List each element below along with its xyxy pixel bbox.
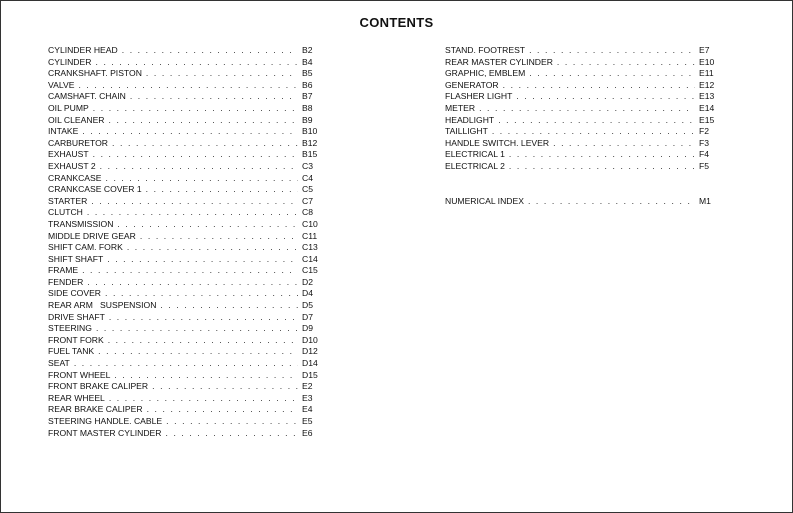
dot-leader: [91, 196, 298, 208]
dot-leader: [78, 80, 298, 92]
dot-leader: [109, 115, 298, 127]
dot-leader: [146, 184, 298, 196]
dot-leader: [108, 335, 298, 347]
dot-leader: [140, 231, 298, 243]
dot-leader: [82, 126, 298, 138]
toc-entry-label: CYLINDER: [48, 56, 92, 67]
toc-entry-page: C14: [302, 253, 318, 264]
toc-entry-label: FRONT BRAKE CALIPER: [48, 381, 149, 392]
toc-entry-label: MIDDLE DRIVE GEAR: [48, 230, 136, 241]
toc-entry-page: E4: [302, 404, 313, 415]
toc-entry[interactable]: [48, 323, 328, 335]
toc-entry-label: OIL CLEANER: [48, 114, 105, 125]
dot-leader: [130, 91, 298, 103]
toc-entry-page: M1: [699, 195, 711, 206]
toc-entry[interactable]: [48, 161, 328, 173]
toc-entry-page: C13: [302, 242, 318, 253]
dot-leader: [557, 57, 695, 69]
toc-entry[interactable]: [48, 265, 328, 277]
toc-entry-label: CRANKSHAFT. PISTON: [48, 68, 142, 79]
toc-entry-page: F4: [699, 149, 710, 160]
toc-entry-page: B12: [302, 137, 318, 148]
toc-entry-label: CARBURETOR: [48, 137, 109, 148]
toc-entry-label: REAR ARM SUSPENSION: [48, 300, 157, 311]
dot-leader: [87, 277, 298, 289]
contents-column-right: [445, 45, 725, 207]
dot-leader: [114, 370, 298, 382]
toc-entry[interactable]: [48, 358, 328, 370]
dot-leader: [93, 103, 298, 115]
toc-entry[interactable]: [445, 149, 725, 161]
dot-leader: [82, 265, 298, 277]
toc-entry[interactable]: [445, 115, 725, 127]
dot-leader: [107, 254, 298, 266]
toc-entry-page: D2: [302, 276, 313, 287]
toc-entry[interactable]: [48, 57, 328, 69]
toc-entry-label: EXHAUST: [48, 149, 89, 160]
toc-entry-page: B15: [302, 149, 318, 160]
toc-entry[interactable]: [445, 103, 725, 115]
toc-entry[interactable]: [48, 126, 328, 138]
toc-entry-page: C11: [302, 230, 318, 241]
dot-leader: [98, 346, 298, 358]
toc-entry-label: GENERATOR: [445, 79, 499, 90]
toc-entry-label: CYLINDER HEAD: [48, 45, 118, 55]
toc-entry[interactable]: [445, 45, 725, 57]
toc-entry[interactable]: [48, 370, 328, 382]
toc-entry-page: C7: [302, 195, 313, 206]
dot-leader: [160, 300, 298, 312]
toc-entry-page: D9: [302, 323, 313, 334]
toc-entry-page: B7: [302, 91, 313, 102]
toc-entry-page: B2: [302, 45, 313, 55]
dot-leader: [166, 416, 298, 428]
toc-entry[interactable]: [48, 219, 328, 231]
toc-entry[interactable]: [48, 231, 328, 243]
dot-leader: [109, 312, 298, 324]
toc-entry[interactable]: [48, 300, 328, 312]
dot-leader: [146, 68, 298, 80]
toc-entry-page: D12: [302, 346, 318, 357]
toc-entry-page: F2: [699, 126, 710, 137]
toc-entry-page: E6: [302, 427, 313, 438]
toc-entry[interactable]: [48, 138, 328, 150]
dot-leader: [100, 161, 298, 173]
toc-entry-page: E10: [699, 56, 715, 67]
toc-entry-page: C4: [302, 172, 313, 183]
toc-entry-label: SHIFT CAM. FORK: [48, 242, 123, 253]
toc-entry-label: FENDER: [48, 276, 84, 287]
dot-leader: [528, 196, 695, 208]
dot-leader: [105, 173, 298, 185]
toc-entry-label: CRANKCASE: [48, 172, 102, 183]
dot-leader: [553, 138, 695, 150]
toc-entry[interactable]: [48, 393, 328, 405]
toc-entry-label: STEERING: [48, 323, 92, 334]
toc-entry[interactable]: [48, 404, 328, 416]
toc-entry[interactable]: [48, 173, 328, 185]
toc-entry-page: D4: [302, 288, 313, 299]
toc-entry-label: TAILLIGHT: [445, 126, 488, 137]
toc-entry[interactable]: [48, 45, 328, 57]
dot-leader: [509, 149, 695, 161]
toc-entry[interactable]: [48, 91, 328, 103]
toc-entry-numerical-index[interactable]: [445, 196, 725, 208]
toc-entry-label: REAR BRAKE CALIPER: [48, 404, 143, 415]
toc-entry[interactable]: [48, 115, 328, 127]
toc-entry-page: B6: [302, 79, 313, 90]
toc-entry-page: E15: [699, 114, 715, 125]
toc-entry-label: OIL PUMP: [48, 102, 89, 113]
dot-leader: [93, 149, 298, 161]
toc-entry[interactable]: [445, 161, 725, 173]
toc-entry-label: HEADLIGHT: [445, 114, 495, 125]
page-title: CONTENTS: [359, 15, 434, 30]
dot-leader: [509, 161, 695, 173]
toc-entry-label: DRIVE SHAFT: [48, 311, 105, 322]
toc-entry[interactable]: [445, 138, 725, 150]
dot-leader: [498, 115, 695, 127]
toc-entry[interactable]: [445, 57, 725, 69]
toc-entry[interactable]: [48, 346, 328, 358]
dot-leader: [112, 138, 298, 150]
toc-entry-label: ELECTRICAL 1: [445, 149, 505, 160]
toc-entry[interactable]: [445, 80, 725, 92]
dot-leader: [492, 126, 695, 138]
dot-leader: [503, 80, 695, 92]
toc-entry[interactable]: [48, 335, 328, 347]
toc-entry-page: E3: [302, 392, 313, 403]
toc-entry-page: D10: [302, 334, 318, 345]
toc-entry-page: D5: [302, 300, 313, 311]
dot-leader: [479, 103, 695, 115]
toc-entry-page: F3: [699, 137, 710, 148]
toc-entry-label: CLUTCH: [48, 207, 83, 218]
toc-entry[interactable]: [48, 416, 328, 428]
toc-entry-page: B9: [302, 114, 313, 125]
toc-entry-label: SIDE COVER: [48, 288, 102, 299]
toc-entry-page: D7: [302, 311, 313, 322]
toc-entry-page: B4: [302, 56, 313, 67]
toc-entry-page: E11: [699, 68, 714, 79]
toc-entry-label: STEERING HANDLE. CABLE: [48, 416, 163, 426]
toc-entry[interactable]: [48, 254, 328, 266]
toc-entry[interactable]: [48, 149, 328, 161]
toc-entry-label: GRAPHIC, EMBLEM: [445, 68, 526, 79]
toc-entry-page: E14: [699, 102, 715, 113]
toc-entry-page: E2: [302, 381, 313, 392]
toc-entry-label: STARTER: [48, 195, 88, 206]
toc-entry[interactable]: [48, 68, 328, 80]
toc-entry[interactable]: [445, 68, 725, 80]
dot-leader: [152, 381, 298, 393]
dot-leader: [96, 323, 298, 335]
toc-entry[interactable]: [48, 207, 328, 219]
toc-entry[interactable]: [48, 277, 328, 289]
toc-entry-label: REAR MASTER CYLINDER: [445, 56, 553, 67]
toc-entry-label: REAR WHEEL: [48, 392, 105, 403]
dot-leader: [105, 288, 298, 300]
toc-entry-page: B5: [302, 68, 313, 79]
toc-entry-label: INTAKE: [48, 126, 79, 137]
toc-entry[interactable]: [48, 196, 328, 208]
toc-entry-page: E12: [699, 79, 715, 90]
toc-entry-label: STAND. FOOTREST: [445, 45, 526, 55]
toc-entry-label: SEAT: [48, 358, 70, 369]
contents-column-left: [48, 45, 328, 439]
toc-entry-page: C15: [302, 265, 318, 276]
toc-entry[interactable]: [48, 428, 328, 440]
toc-entry-label: TRANSMISSION: [48, 218, 114, 229]
toc-entry[interactable]: [48, 103, 328, 115]
toc-entry[interactable]: [48, 80, 328, 92]
toc-entry-page: D14: [302, 358, 318, 369]
toc-entry[interactable]: [445, 126, 725, 138]
contents-list-right: [445, 45, 725, 173]
dot-leader: [516, 91, 695, 103]
toc-entry-label: SHIFT SHAFT: [48, 253, 104, 264]
toc-entry-page: F5: [699, 160, 710, 171]
toc-entry-page: D15: [302, 369, 318, 380]
toc-entry-label: METER: [445, 102, 476, 113]
toc-entry-label: FRONT MASTER CYLINDER: [48, 427, 162, 438]
toc-entry-label: CRANKCASE COVER 1: [48, 184, 142, 195]
dot-leader: [74, 358, 298, 370]
toc-entry[interactable]: [48, 288, 328, 300]
dot-leader: [117, 219, 298, 231]
toc-entry-page: C8: [302, 207, 313, 218]
toc-entry[interactable]: [48, 242, 328, 254]
toc-entry-label: EXHAUST 2: [48, 160, 96, 171]
column-spacer: [445, 173, 725, 196]
toc-entry-label: CAMSHAFT. CHAIN: [48, 91, 126, 102]
toc-entry-page: B10: [302, 126, 318, 137]
toc-entry[interactable]: [48, 184, 328, 196]
toc-entry-label: FUEL TANK: [48, 346, 95, 357]
toc-entry-label: FLASHER LIGHT: [445, 91, 513, 102]
dot-leader: [529, 45, 695, 57]
toc-entry-page: C10: [302, 218, 318, 229]
dot-leader: [529, 68, 695, 80]
toc-entry-label: HANDLE SWITCH. LEVER: [445, 137, 550, 148]
dot-leader: [122, 45, 298, 57]
toc-entry[interactable]: [445, 91, 725, 103]
dot-leader: [95, 57, 298, 69]
dot-leader: [127, 242, 298, 254]
toc-entry-page: E13: [699, 91, 715, 102]
toc-entry-page: C5: [302, 184, 313, 195]
dot-leader: [165, 428, 298, 440]
toc-entry[interactable]: [48, 312, 328, 324]
toc-entry-label: FRAME: [48, 265, 79, 276]
toc-entry-page: E7: [699, 45, 710, 55]
toc-entry-label: ELECTRICAL 2: [445, 160, 505, 171]
toc-entry-page: B8: [302, 102, 313, 113]
toc-entry-page: C3: [302, 160, 313, 171]
toc-entry-page: E5: [302, 416, 313, 426]
toc-entry-label: VALVE: [48, 79, 75, 90]
toc-entry-label: NUMERICAL INDEX: [445, 195, 524, 206]
dot-leader: [87, 207, 298, 219]
toc-entry-label: FRONT FORK: [48, 334, 104, 345]
toc-entry[interactable]: [48, 381, 328, 393]
dot-leader: [147, 404, 298, 416]
dot-leader: [109, 393, 298, 405]
toc-entry-label: FRONT WHEEL: [48, 369, 111, 380]
